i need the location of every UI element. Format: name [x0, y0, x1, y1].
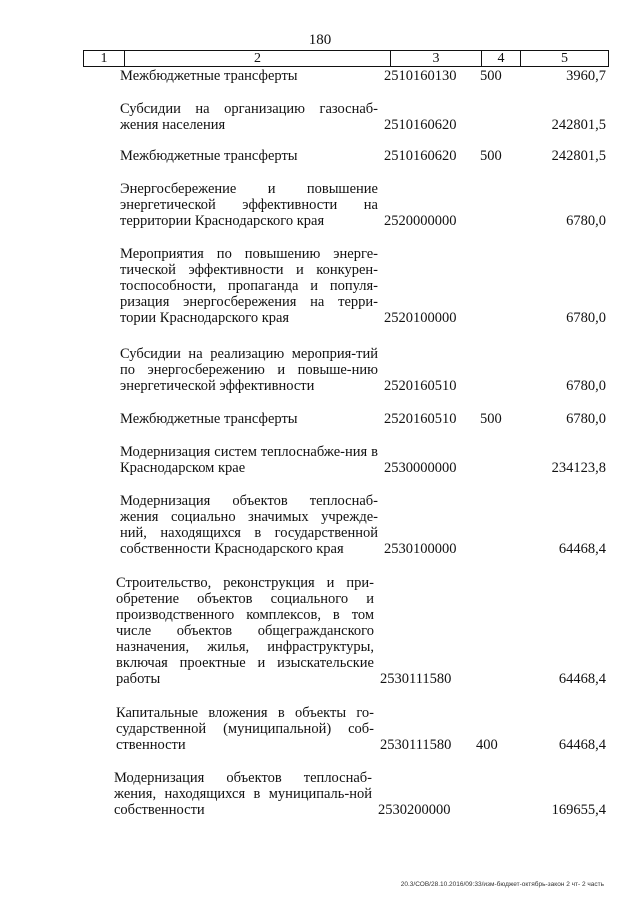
row-description: Межбюджетные трансферты [120, 68, 298, 84]
row-expense-type: 500 [480, 411, 502, 427]
table-row [120, 181, 606, 229]
table-header [83, 50, 609, 67]
header-col-2: 2 [125, 51, 391, 66]
row-description: Субсидии на реализацию мероприя-тий по энергосбережению и повыше-нию энергетической эффективности [120, 346, 378, 394]
header-col-4: 4 [482, 51, 521, 66]
table-row [120, 148, 606, 164]
row-code: 2530200000 [378, 802, 451, 818]
row-code: 2530111580 [380, 737, 452, 753]
row-description: Модернизация объектов теплоснаб-жения социально значимых учрежде-ний, находящихся в государственной собственности Краснодарского края [120, 493, 378, 557]
table-row [120, 346, 606, 394]
row-amount: 64468,4 [558, 671, 606, 687]
row-amount: 242801,5 [551, 117, 606, 133]
footer-file-note: 20.3/СОВ/28.10.2016/09:33/изм-бюджет-октябрь-закон 2 чт- 2 часть [400, 881, 604, 888]
row-amount: 64468,4 [558, 737, 606, 753]
table-row [120, 68, 606, 84]
row-code: 2510160620 [384, 117, 457, 133]
row-amount: 169655,4 [551, 802, 606, 818]
row-description: Модернизация объектов теплоснаб-жения, находящихся в муниципаль-ной собственности [114, 770, 372, 818]
header-col-5: 5 [561, 51, 568, 66]
row-description: Межбюджетные трансферты [120, 411, 298, 427]
row-amount: 6780,0 [566, 378, 606, 394]
row-code: 2530000000 [384, 460, 457, 476]
row-description: Мероприятия по повышению энерге-тической эффективности и конкурен-тоспособности, пропаганда и популя-ризация энергосбережения на терри-тории Краснодарского края [120, 246, 378, 326]
row-amount: 3960,7 [566, 68, 606, 84]
row-description: Субсидии на организацию газоснаб-жения населения [120, 101, 378, 133]
row-description: Энергосбережение и повышение энергетической эффективности на территории Краснодарского края [120, 181, 378, 229]
row-amount: 6780,0 [566, 213, 606, 229]
table-row [120, 101, 606, 133]
row-code: 2530111580 [380, 671, 452, 687]
table-row [120, 246, 606, 326]
row-code: 2530100000 [384, 541, 457, 557]
row-amount: 6780,0 [566, 310, 606, 326]
row-description: Капитальные вложения в объекты го-сударственной (муниципальной) соб-ственности [116, 705, 374, 753]
table-body [114, 68, 606, 818]
table-row [120, 444, 606, 476]
table-row [116, 705, 606, 753]
row-code: 2510160130 [384, 68, 457, 84]
row-code: 2520000000 [384, 213, 457, 229]
table-row [120, 493, 606, 557]
row-code: 2510160620 [384, 148, 457, 164]
table-row [116, 575, 606, 687]
row-expense-type: 500 [480, 148, 502, 164]
row-code: 2520100000 [384, 310, 457, 326]
row-amount: 234123,8 [551, 460, 606, 476]
header-col-1: 1 [84, 51, 125, 66]
header-col-3: 3 [391, 51, 482, 66]
row-code: 2520160510 [384, 378, 457, 394]
table-row [120, 411, 606, 427]
row-expense-type: 500 [480, 68, 502, 84]
page-number: 180 [308, 32, 332, 48]
row-amount: 64468,4 [558, 541, 606, 557]
row-description: Строительство, реконструкция и при-обретение объектов социального и производственного комплексов, в том числе объектов общегражданского назначения, жилья, инфраструктуры, включая проектные и изыскательские работы [116, 575, 374, 687]
row-amount: 6780,0 [566, 411, 606, 427]
row-expense-type: 400 [476, 737, 498, 753]
row-amount: 242801,5 [551, 148, 606, 164]
table-row [114, 770, 606, 818]
row-code: 2520160510 [384, 411, 457, 427]
row-description: Модернизация систем теплоснабже-ния в Краснодарском крае [120, 444, 378, 476]
row-description: Межбюджетные трансферты [120, 148, 298, 164]
